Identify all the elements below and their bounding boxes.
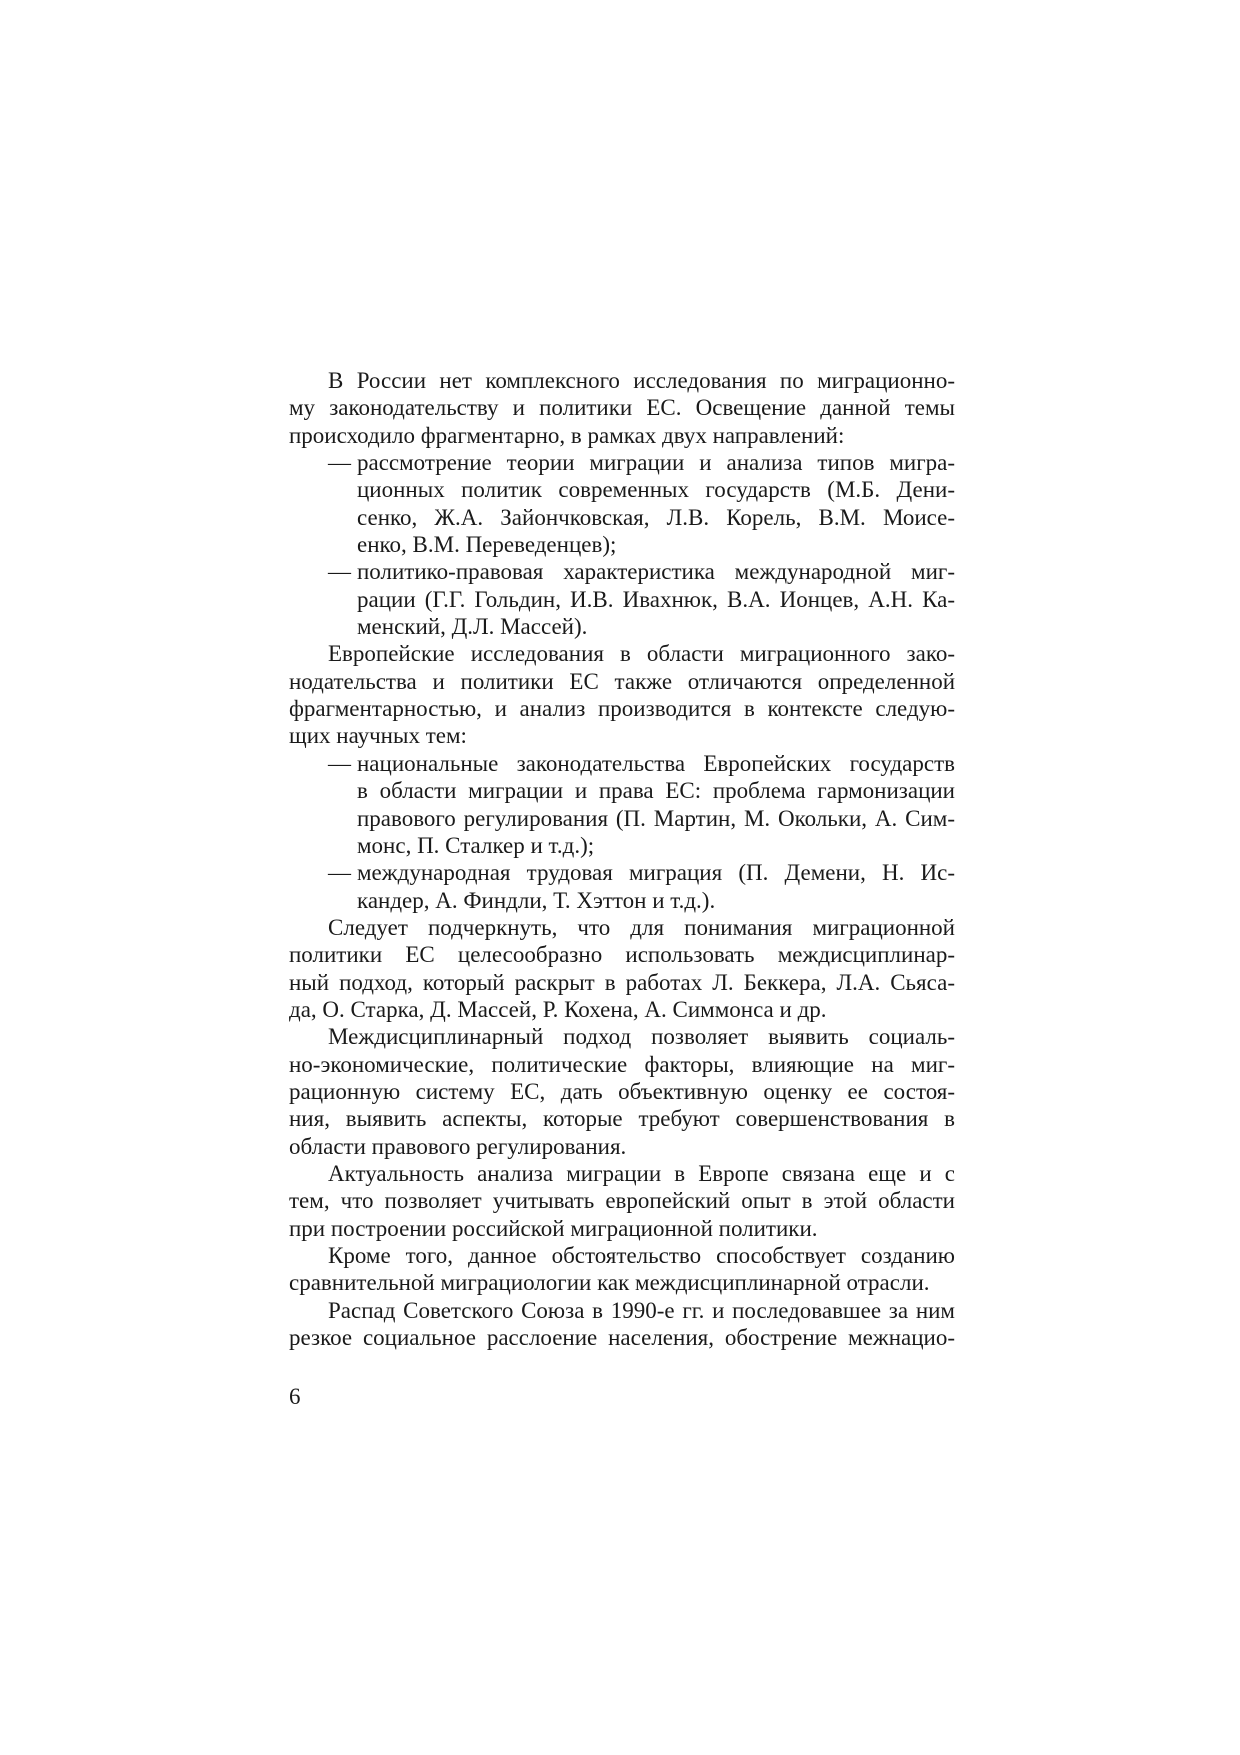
text-line: кандер, А. Финдли, Т. Хэттон и т.д.). [357,887,716,913]
text-line: правового регулирования (П. Мартин, М. Окольки, А. Сим- [357,805,955,831]
text-line: енко, В.М. Переведенцев); [357,532,617,558]
text-line: Распад Советского Союза в 1990-е гг. и последовавшее за ним [328,1297,955,1323]
text-line: да, О. Старка, Д. Массей, Р. Кохена, А. Симмонса и др. [289,996,827,1022]
text-line: менский, Д.Л. Массей). [357,614,588,640]
text-line: резкое социальное расслоение населения, обострение межнацио- [289,1325,955,1351]
dash-bullet: — [328,860,351,886]
text-line: политико-правовая характеристика международной миг- [357,559,955,585]
text-line: ционных политик современных государств (М.Б. Дени- [357,477,955,503]
text-line: ния, выявить аспекты, которые требуют совершенствования в [289,1106,955,1132]
text-line: в области миграции и права ЕС: проблема гармонизации [357,778,955,804]
text-line: международная трудовая миграция (П. Демени, Н. Ис- [357,860,955,886]
text-line: области правового регулирования. [289,1133,627,1159]
text-line: монс, П. Сталкер и т.д.); [357,832,595,858]
text-line: рационную систему ЕС, дать объективную оценку ее состоя- [289,1078,955,1104]
text-line: ный подход, который раскрыт в работах Л. Беккера, Л.А. Сьяса- [289,969,955,995]
text-line: рассмотрение теории миграции и анализа типов мигра- [357,450,955,476]
text-line: Европейские исследования в области миграционного зако- [328,641,955,667]
text-line: но-экономические, политические факторы, влияющие на миг- [289,1051,955,1077]
text-line: сравнительной миграциологии как междисциплинарной отрасли. [289,1270,930,1296]
text-line: му законодательству и политики ЕС. Освещение данной темы [289,395,955,421]
text-line: сенко, Ж.А. Зайончковская, Л.В. Корель, В.М. Моисе- [357,504,955,530]
text-line: при построении российской миграционной политики. [289,1215,818,1241]
list-item-line [289,558,955,585]
list-item-line [289,449,955,476]
text-line: политики ЕС целесообразно использовать междисциплинар- [289,942,955,968]
text-line: тем, что позволяет учитывать европейский опыт в этой области [289,1188,955,1214]
text-line: щих научных тем: [289,723,467,749]
dash-bullet: — [328,450,351,476]
text-line: происходило фрагментарно, в рамках двух направлений: [289,422,845,448]
text-line: нодательства и политики ЕС также отличаются определенной [289,668,955,694]
text-line: Следует подчеркнуть, что для понимания миграционной [328,914,955,940]
dash-bullet: — [328,750,351,776]
page-number: 6 [289,1384,301,1409]
list-item-line [289,859,955,886]
text-line: В России нет комплексного исследования по миграционно- [328,368,955,393]
body-text [289,367,955,1351]
text-line: фрагментарностью, и анализ производится в контексте следую- [289,696,955,722]
dash-bullet: — [328,559,351,585]
text-line: национальные законодательства Европейских государств [357,750,955,776]
text-line: Актуальность анализа миграции в Европе связана еще и с [328,1160,955,1186]
text-line: Кроме того, данное обстоятельство способствует созданию [328,1243,955,1268]
text-line: Междисциплинарный подход позволяет выявить социаль- [328,1024,955,1050]
list-item-line [289,750,955,777]
text-line: рации (Г.Г. Гольдин, И.В. Ивахнюк, В.А. Ионцев, А.Н. Ка- [357,586,955,612]
